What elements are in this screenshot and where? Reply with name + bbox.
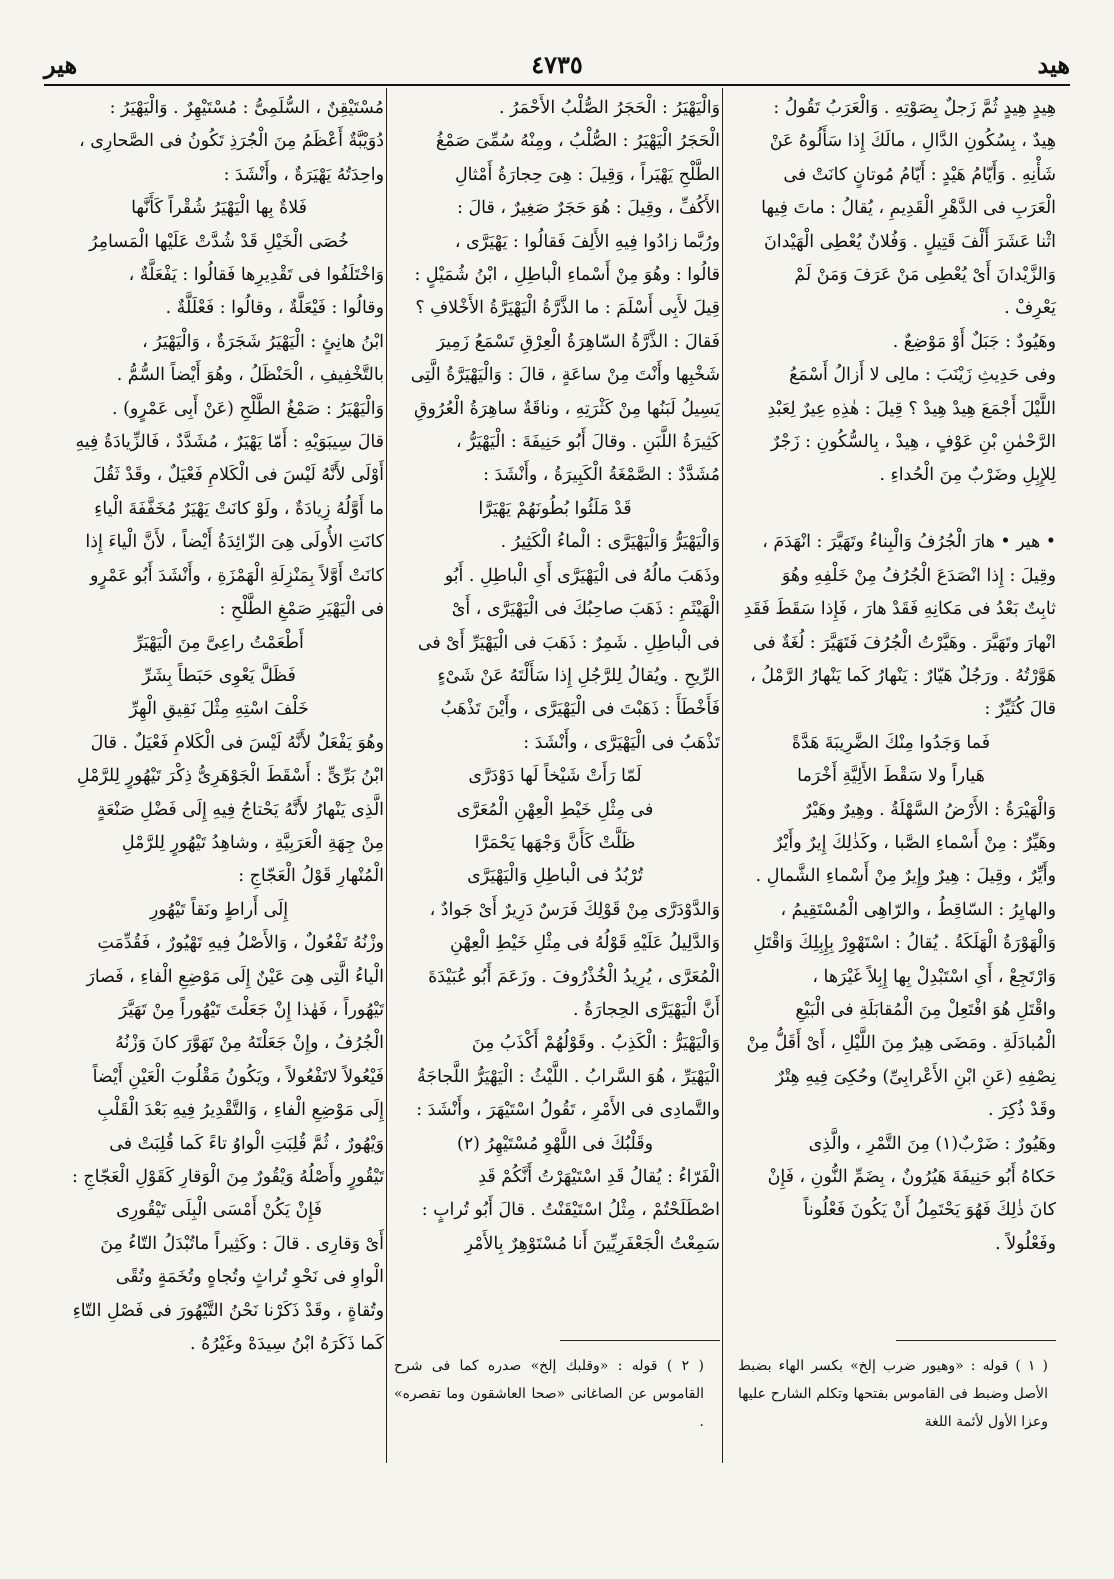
col2-line-3: الأَكُفِّ ، وقِيلَ : هُوَ حَجَرٌ صَغِيرٌ ، قالَ : <box>457 198 720 219</box>
col1-line-6: يَعْرِفْ . <box>1004 298 1056 319</box>
col1-line-24: والهايِرُ : السّاقِطُ ، والرّاهِى الْمُسْتَقِيمُ ، <box>780 899 1056 920</box>
col1-line-25: وَالْهَوْرَةُ الْهَلَكَةُ . يُقالُ : اسْتَهْوِرْ بِإِبِلِكَ وَاقْتَلِ <box>753 933 1056 954</box>
col1-line-30: وقَدْ ذُكِرَ . <box>987 1100 1056 1121</box>
col1-line-0: هِيدٍ هِيدٍ ثُمَّ زَجلٌ بِصَوْتِهِ . وَالْعَرَبُ تَقُولُ : <box>773 98 1056 118</box>
col3-line-36: وتُقاةٍ ، وقَدْ ذَكَرْنا نَحْنُ التَّيْهُورَ فى فَصْلِ التّاءِ <box>72 1300 384 1321</box>
col3-line-19: وهُوَ يَفْعَلٌ لأَنَّهُ لَيْسَ فى الْكَلامِ فَعْيَلٌ . قالَ <box>90 732 384 753</box>
col3-line-32: تَيْقُورٍ وأَصْلُهُ وَيْقُورٌ مِنَ الْوَقارِ كَقَوْلِ الْعَجّاجِ : <box>72 1167 384 1187</box>
col3-line-30: إِلَى مَوْضِعِ الْفاءِ ، وَالتَّقْدِيرُ فِيهِ بَعْدَ الْقَلْبِ <box>97 1100 384 1121</box>
col3-line-2: واحِدَتُهُ يَهْيَرَةٌ ، وأَنْشَدَ : <box>223 164 384 185</box>
col1-line-3: الْعَرَبِ فى الدَّهْرِ الْقَدِيمِ ، يُقالُ : ماتَ فِيها <box>761 198 1056 219</box>
col2-line-17: الرِّيحِ . ويُقالُ لِلرَّجُلِ إِذا سَأَلْتَهُ عَنْ شَىْءٍ <box>437 665 720 686</box>
col2-line-5: قالُوا : وهُوَ مِنْ أَسْماءِ الْباطِلِ ، ابْنُ شُمَيْلٍ : <box>414 265 720 286</box>
col2-line-16: فى الْباطِلِ . شَمِرٌ : ذَهَبَ فى الْيَهْيَرِّ أَىْ فى <box>417 632 720 653</box>
col3-line-0: مُسْتَيْقِنٌ ، السُّلَمِىُّ : مُسْتَيْهِرٌ . وَالْيَهْيَرُ : <box>109 98 384 118</box>
col1-line-33: كانَ ذٰلِكَ فَهُوَ يَحْتَمِلُ أَنْ يَكُونَ فَعْلُوناً <box>803 1200 1056 1221</box>
col1-line-23: وأَيِّرٌ ، وقِيلَ : هِيرٌ وإِيرٌ مِنْ أَسْماءِ الشَّمالِ . <box>755 866 1056 887</box>
col1-line-17: هَوَّرْتُهُ . ورَجُلٌ هَيّارٌ : يَنْهارُ كَما يَنْهارُ الرَّمْلُ ، <box>750 665 1056 686</box>
col3-line-13: كانَتِ الأُولَى هِىَ الزّائِدَةُ أَيْضاً ، لأَنَّ الْياءَ إِذا <box>85 532 384 553</box>
col3-line-24: إِلَى أَراطٍ ونَقاً تَيْهُورِ <box>149 899 289 920</box>
footnote-rule-right <box>896 1340 1056 1341</box>
col2-line-9: يَسِيلُ لَبَنُها مِنْ كَثْرَتِهِ ، وناقَةٌ ساهِرَةُ الْعُرُوقِ <box>414 398 720 419</box>
col1-line-7: وهَيُودٌ : جَبَلٌ أَوْ مَوْضِعٌ . <box>892 331 1056 352</box>
col1-line-9: اللَّيْلَ أَجْمَعَ هِيدْ هِيدْ ؟ قِيلَ : هٰذِهِ عِيرٌ لِعَبْدِ <box>767 398 1056 419</box>
col2-line-33: اصْطَلَحْتُمْ ، مِثْلُ اسْتَيْقَنْتُ . قالَ أَبُو تُرابٍ : <box>421 1200 720 1221</box>
col1-line-29: نِصْفِهِ (عَنِ ابْنِ الأَعْرابِىِّ) وحُكِىَ فِيهِ هِتْرٌ <box>775 1066 1056 1087</box>
col3-line-1: دُوَيْبَّةٌ أَعْظَمُ مِنَ الْجُرَذِ تَكُونُ فى الصَّحارِى ، <box>79 131 384 152</box>
col2-line-29: الْيَهْيَرِّ ، هُوَ السَّرابُ . اللَّيْثُ : الْيَهْيَرُّ اللَّجاجَةُ <box>417 1066 720 1087</box>
col2-line-31: وقَلْبُكَ فى اللَّهْوِ مُسْتَيْهِرُ (٢) <box>456 1133 654 1154</box>
col3-line-21: الَّذِى يَنْهارُ لأَنَّهُ يَحْتاجُ فِيهِ إِلَى فَضْلِ صَنْعَةٍ <box>96 799 384 820</box>
column-separator-left <box>386 88 387 1463</box>
column-left <box>54 92 384 1361</box>
col2-line-28: وَالْيَهْيَرُّ : الْكَذِبُ . وقَوْلُهُمْ أَكْذَبُ مِنَ <box>471 1033 720 1054</box>
page-number: ٤٧٣٥ <box>531 50 583 79</box>
col1-line-2: شَأْنِهِ . وَأَيّامُ هَيْدٍ : أَيّامُ مُوتانٍ كانَتْ فى <box>783 164 1056 185</box>
col1-line-10: الرَّحْمٰنِ بْنِ عَوْفٍ ، هِيدْ ، بِالسُّكُونِ : زَجْرٌ <box>770 432 1056 453</box>
col2-line-4: ورُبَّما زادُوا فِيهِ الأَلِفَ فَقالُوا : يَهْيَرَّى ، <box>454 231 720 252</box>
footnote-rule-middle <box>560 1340 720 1341</box>
col3-line-6: وقالُوا : فَيْعَلَّةٌ ، وقالُوا : فَعْلَلَّةٌ . <box>165 298 384 319</box>
col2-line-23: تُرْبُدُ فى الْباطِلِ وَالْيَهْيَرَّى <box>467 866 643 887</box>
col1-line-34: وفَعْلُولاً . <box>995 1233 1056 1254</box>
col2-line-25: وَالدَّلِيلُ عَلَيْهِ قَوْلُهُ فى مِثْلِ خَيْطِ الْعِهْنِ <box>450 933 720 954</box>
col1-line-14: وقِيلَ : إِذا انْصَدَعَ الْجُرُفُ مِنْ خَلْفِهِ وهُوَ <box>781 565 1056 586</box>
col1-line-28: الْمُبادَلَةِ . ومَضَى هِيرٌ مِنَ اللَّيْلِ ، أَىْ أَقَلُّ مِنْ <box>746 1033 1056 1054</box>
col2-line-15: الْهَيْثَمِ : ذَهَبَ صاحِبُكَ فى الْيَهْيَرَّى ، أَىْ <box>451 599 720 620</box>
col1-line-12 <box>726 493 1056 526</box>
col3-line-5: وَاخْتَلَفُوا فى تَقْدِيرِها فَقالُوا : يَفْعَلَّةٌ ، <box>128 265 384 286</box>
col3-line-14: كانَتْ أَوَّلاً بِمَنْزِلَةِ الْهَمْزَةِ ، وأَنْشَدَ أَبُو عَمْرٍو <box>89 565 384 586</box>
col2-line-2: الطَّلْحِ يَهْيَراً ، وَقِيلَ : هِىَ حِجارَةُ أَمْثالِ <box>455 164 720 185</box>
col1-line-19: فَما وَجَدُوا مِنْكَ الضَّرِيبَةَ هَدَّةً <box>791 732 991 753</box>
col1-line-15: ثابِتٌ بَعْدُ فى مَكانِهِ فَقَدْ هارَ ، فَإِذا سَقَطَ فَقَدِ <box>743 599 1056 620</box>
col3-line-20: ابْنُ بَرِّىٍّ : أَسْقَطَ الْجَوْهَرِىُّ ذِكْرَ تَيْهُورٍ لِلرَّمْلِ <box>76 766 384 787</box>
footnote-1: ( ١ ) قوله : «وهيور ضرب إلخ» بكسر الهاء بضبط الأصل وضبط فى القاموس بفتحها وتكلم الشارح عليها وعزا الأول لأئمة اللغة <box>738 1358 1048 1430</box>
col3-line-15: فى الْيَهْيَرِ صَمْغِ الطَّلْحِ : <box>219 599 384 620</box>
col3-line-4: خُصَى الْخَيْلِ قَدْ شُدَّتْ عَلَيْها الْمَسامِرُ <box>89 231 349 252</box>
col2-line-0: وَالْيَهْيَرُ : الْحَجَرُ الصُّلْبُ الأَحْمَرُ . <box>498 98 720 118</box>
col2-line-21: فى مِثْلِ خَيْطِ الْعِهْنِ الْمُعَرَّى <box>456 799 654 820</box>
col3-line-27: تَيْهُوراً ، فَهٰذا إِنْ جَعَلْتَ تَيْهُوراً مِنْ تَهَيَّرَ <box>118 999 384 1020</box>
col3-line-25: وزْنُهُ تَفْعُولٌ ، وَالأَصْلُ فِيهِ تَهْيُورٌ ، فَقُدِّمَتِ <box>97 933 384 954</box>
col2-line-6: قِيلَ لأَبِى أَسْلَمَ : ما الذَّرَّةُ الْيَهْيَرَّةُ الأَخْلافِ ؟ <box>415 298 720 319</box>
col2-line-22: ظَلَّتْ كَأَنَّ وَجْهَها يَحْمَرَّا <box>474 832 636 853</box>
col3-line-16: أَطْعَمْتُ راعِىَّ مِنَ الْيَهْيَرِّ <box>134 632 304 653</box>
col2-line-10: كَثِيرَةُ اللَّبَنِ . وقالَ أَبُو حَنِيفَةَ : الْيَهْيَرُّ ، <box>456 432 720 453</box>
col3-line-17: فَظَلَّ يَعْوِى حَبَطاً بِشَرِّ <box>142 665 296 686</box>
col3-line-12: ما أَوَّلُهُ زِيادَةٌ ، ولَوْ كانَتْ يَهْيَرٌ مُخَفَّفَةَ الْياءِ <box>94 498 384 519</box>
col1-line-26: وَارْتَجِعْ ، أَىِ اسْتَبْدِلْ بِها إِبِلاً غَيْرَها ، <box>812 966 1056 987</box>
col1-line-20: هَياراً ولا سَقْطَ الأَلِيَّةِ أَخْرَما <box>797 766 985 787</box>
footnote-2: ( ٢ ) قوله : «وقلبك إلخ» صدره كما فى شرح القاموس عن الصاغانى «صحا العاشقون وما تقصره» . <box>394 1358 704 1430</box>
col2-line-24: وَالدَّوْدَرَّى مِنْ قَوْلِكَ فَرَسٌ دَرِيرٌ أَىْ جَوادٌ ، <box>429 899 720 920</box>
col3-line-29: فَيْعُولاً لاتَفْعُولاً ، ويَكُونُ مَقْلُوبَ الْعَيْنِ أَيْضاً <box>92 1066 384 1087</box>
col2-line-11: مُشَدَّدٌ : الصَّمْغَةُ الْكَبِيرَةُ ، وأَنْشَدَ : <box>483 465 720 486</box>
col1-line-5: وَالزَّيْدانَ أَىْ يُعْطِى مَنْ عَرَفَ وَمَنْ لَمْ <box>794 265 1056 286</box>
col3-line-9: وَالْيَهْيَرُ : صَمْغُ الطَّلْحِ (عَنْ أَبِى عَمْرٍو) . <box>112 398 384 419</box>
col1-line-32: حَكاهُ أَبُو حَنِيفَةَ هَيُرُونٌ ، بِضَمِّ النُّونِ ، فَإِنْ <box>767 1167 1056 1187</box>
col3-line-34: أَىْ وَقارِى . قالَ : وكَثِيراً ماتُبْدَلُ التّاءُ مِنَ <box>100 1233 384 1254</box>
col1-line-27: واقْتَلِ هُوَ افْتَعِلْ مِنَ الْمُقابَلَةِ فى الْبَيْعِ <box>795 999 1056 1020</box>
col2-line-18: فَأَخْطَأَ : ذَهَبْتَ فى الْيَهْيَرَّى ، وأَيْنَ تَذْهَبُ <box>440 699 720 720</box>
col2-line-20: لَمّا رَأَتْ شَيْخاً لَها دَوْدَرَّى <box>468 766 642 787</box>
header-left-word: هير <box>44 50 78 79</box>
col1-line-31: وهَيُورٌ : ضَرْبٌ(١) مِنَ التَّمْرِ ، والَّذِى <box>808 1133 1056 1154</box>
col2-line-19: تَذْهَبُ فى الْيَهْيَرَّى ، وأَنْشَدَ : <box>523 732 720 753</box>
col3-line-23: الْمُنْهارِ قَوْلُ الْعَجّاجِ : <box>238 866 384 887</box>
col3-line-28: الْجُرُفُ ، وإِنْ جَعَلْتَهُ مِنْ تَهَوَّرَ كانَ وَزْنُهُ <box>115 1033 384 1054</box>
col3-line-7: ابْنُ هانِئٍ : الْيَهْيَرُ شَجَرَةٌ ، وَالْيَهْيَرُ ، <box>142 331 384 352</box>
col2-line-14: وذَهَبَ مالُهُ فى الْيَهْيَرَّى أَىِ الْباطِلِ . أَبُو <box>444 565 720 586</box>
col2-line-26: الْمُعَرَّى ، يُرِيدُ الْخُذْرُوفَ . وزَعَمَ أَبُو عُبَيْدَةَ <box>428 966 720 987</box>
header-right-word: هيد <box>1037 50 1070 79</box>
col3-line-3: فَلاةٌ بِها الْيَهْيَرُ شُقْراً كَأَنَّها <box>131 198 307 219</box>
col2-line-8: شَخْبِها وأَنْتَ مِنْ ساعَةٍ ، قالَ : وَالْيَهْيَرَّةُ الَّتِى <box>410 365 720 386</box>
col3-line-37: كَما ذَكَرَهُ ابْنُ سِيدَهْ وغَيْرُهُ . <box>190 1334 384 1355</box>
column-middle <box>390 92 720 1261</box>
col2-line-30: والتَّمادِى فى الأَمْرِ ، تَقُولُ اسْتَيْهَرَ ، وأَنْشَدَ : <box>416 1100 720 1121</box>
col1-line-22: وهَيِّرٌ : مِنْ أَسْماءِ الصَّبا ، وكَذٰلِكَ إِيرٌ وأَيْرٌ <box>773 832 1056 853</box>
column-right <box>726 92 1056 1261</box>
col1-line-16: انْهارَ وتَهَيَّرَ . وهَيَّرْتُ الْجُرُفَ فَتَهَيَّرَ : لُغَةٌ فى <box>752 632 1056 653</box>
col1-line-21: وَالْهَيْرَةُ : الأَرْضُ السَّهْلَةُ . وهِيرٌ وهَيْرٌ <box>803 799 1056 820</box>
col1-line-18: قالَ كُثَيِّرٌ : <box>984 699 1056 720</box>
col3-line-22: مِنْ جِهَةِ الْعَرَبِيَّةِ ، وشاهِدُ تَيْهُورٍ لِلرَّمْلِ <box>121 832 384 853</box>
col2-line-13: وَالْيَهْيَرُّ وَالْيَهْيَرَّى : الْماءُ الْكَثِيرُ . <box>500 532 720 553</box>
col1-line-1: هِيدٌ ، بِسُكُونِ الدَّالِ ، مالَكَ إِذا سَأَلُوهُ عَنْ <box>769 131 1056 152</box>
column-separator-right <box>722 88 723 1463</box>
page-header <box>44 44 1070 86</box>
col3-line-26: الْياءُ الَّتِى هِىَ عَيْنٌ إِلَى مَوْضِعِ الْفاءِ ، فَصارَ <box>86 966 384 987</box>
col3-line-10: قالَ سِيبَوَيْهِ : أَمّا يَهْيَرٌ ، مُشَدَّدٌ ، فَالزِّيادَةُ فِيهِ <box>75 432 384 453</box>
col3-line-8: بالتَّخْفِيفِ ، الْحَنْظَلُ ، وهُوَ أَيْضاً السُّمُّ . <box>116 365 384 386</box>
col1-line-11: لِلإِبِلِ وضَرْبٌ مِنَ الْحُداءِ . <box>879 465 1056 486</box>
col3-line-35: الْواوِ فى نَحْوِ تُراثٍ وتُجاهٍ وتُخَمَةٍ وتُقًى <box>115 1267 384 1288</box>
col2-line-12: قَدْ مَلَئُوا بُطُونَهُمْ يَهْيَرَّا <box>478 498 632 519</box>
col3-line-11: أَوْلَى لأَنَّهُ لَيْسَ فى الْكَلامِ فَعْيَلٌ ، وقَدْ ثَقُلَ <box>92 465 384 486</box>
col3-line-33: فَإِنْ يَكُنْ أَمْسَى الْبِلَى تَيْقُورِى <box>116 1200 322 1221</box>
col2-line-7: فَقالَ : الذَّرَّةُ السّاهِرَةُ الْعِرْقِ تَسْمَعُ زَمِيرَ <box>436 331 720 352</box>
col1-line-8: وفى حَدِيثِ زَيْنَبَ : مالِى لا أَزالُ أَسْمَعُ <box>789 365 1056 386</box>
col2-line-27: أَنَّ الْيَهْيَرَّى الحِجارَةُ . <box>573 999 720 1020</box>
col2-line-34: سَمِعْتُ الْجَعْفَرِيِّينَ أَنا مُسْتَوْهِرٌ بِالأَمْرِ <box>464 1233 720 1254</box>
col3-line-18: خَلْفَ اسْتِهِ مِثْلَ نَقِيقِ الْهِرِّ <box>129 699 309 720</box>
col2-line-32: الْفَرّاءُ : يُقالُ قَدِ اسْتَيْهَرْتُ أَنَّكُمْ قَدِ <box>478 1167 720 1187</box>
col3-line-31: وَيْهُورٌ ، ثُمَّ قُلِبَتِ الْواوُ تاءً كَما قُلِبَتْ فى <box>109 1133 384 1154</box>
col2-line-1: الْحَجَرُ الْيَهْيَرُ : الصُّلْبُ ، ومِنْهُ سُمِّىَ صَمْغُ <box>435 131 720 152</box>
col1-line-13: • هير • هارَ الْجُرُفُ وَالْبِناءُ وتَهَيَّرَ : انْهَدَمَ ، <box>762 532 1056 553</box>
col1-line-4: اثْنا عَشَرَ أَلْفَ قَتِيلٍ . وَفُلانٌ يُعْطِى الْهَيْدانَ <box>763 231 1056 252</box>
